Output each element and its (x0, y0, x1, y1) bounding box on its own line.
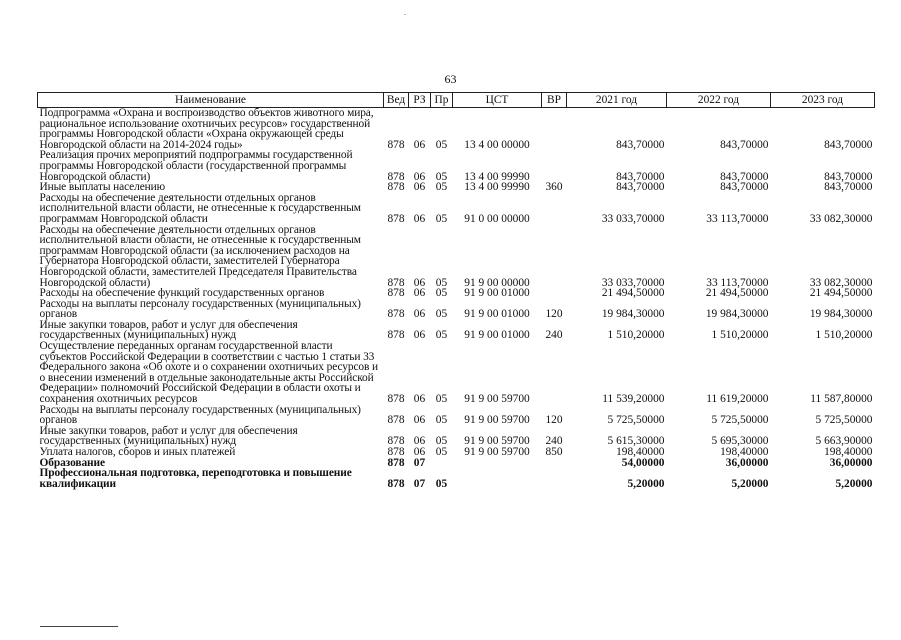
header-name: Наименование (38, 93, 384, 108)
cell-2023: 1 510,20000 (815, 329, 873, 342)
cell-pr: 05 (435, 329, 448, 342)
cell-ved: 878 (387, 308, 405, 321)
table-row (38, 193, 875, 225)
cell-ved: 878 (387, 276, 405, 289)
cell-2021: 21 494,50000 (601, 287, 665, 300)
cell-name: Расходы на обеспечение деятельности отдельных органов исполнительной власти области, не отнесенные к государственным программам Новгородской области (39, 191, 361, 225)
cell-vr (542, 458, 567, 469)
scan-speck (404, 14, 406, 15)
cell-pr: 05 (435, 308, 448, 321)
cell-ved: 878 (387, 393, 405, 406)
cell-cst (453, 468, 542, 489)
cell-2022: 36,00000 (725, 456, 769, 469)
cell-2022: 33 113,70000 (706, 276, 769, 289)
cell-name: Расходы на обеспечение деятельности отдельных органов исполнительной власти области, не отнесенные к государственным программам Новгородской области (за исключением расходов на Губернатора Новгородской области, заместителей Губернатора Новгородской области, заместителей Председателя Правительства Новгородской области) (39, 223, 361, 289)
cell-cst: 91 9 00 01000 (464, 329, 530, 342)
header-cst: ЦСТ (453, 93, 542, 108)
cell-2021: 5 615,30000 (607, 435, 665, 448)
cell-name: Расходы на выплаты персоналу государственных (муниципальных) органов (39, 297, 361, 321)
cell-2021: 843,70000 (616, 181, 665, 194)
cell-ved: 878 (387, 287, 405, 300)
cell-vr (542, 150, 567, 182)
cell-2021: 843,70000 (616, 170, 665, 183)
cell-2022: 198,40000 (720, 446, 769, 458)
cell-vr (542, 225, 567, 289)
cell-ved: 878 (387, 181, 405, 194)
cell-2023: 5 725,50000 (815, 414, 873, 427)
header-2023: 2023 год (771, 93, 875, 108)
cell-pr: 05 (435, 446, 448, 458)
cell-rz: 06 (413, 446, 426, 458)
cell-name: Иные выплаты населению (39, 181, 166, 194)
cell-2022: 33 113,70000 (706, 212, 769, 225)
cell-cst: 13 4 00 00000 (464, 138, 530, 151)
cell-rz: 07 (413, 477, 426, 490)
header-vr: ВР (542, 93, 567, 108)
cell-2021: 198,40000 (616, 446, 665, 458)
cell-vr: 120 (545, 308, 563, 321)
cell-pr: 05 (435, 287, 448, 300)
table-row (38, 299, 875, 320)
cell-2021: 5 725,50000 (607, 414, 665, 427)
table-row (38, 320, 875, 341)
cell-pr: 05 (435, 212, 448, 225)
cell-vr (542, 288, 567, 299)
cell-ved: 878 (387, 477, 405, 490)
cell-2022: 843,70000 (720, 138, 769, 151)
header-2021: 2021 год (567, 93, 667, 108)
cell-2022: 843,70000 (720, 181, 769, 194)
cell-rz: 06 (413, 181, 426, 194)
cell-2021: 54,00000 (621, 456, 665, 469)
cell-name: Расходы на обеспечение функций государственных органов (39, 287, 325, 300)
cell-name: Расходы на выплаты персоналу государственных (муниципальных) органов (39, 403, 361, 427)
cell-2022: 1 510,20000 (711, 329, 769, 342)
cell-2022: 21 494,50000 (705, 287, 769, 300)
header-rz: РЗ (409, 93, 431, 108)
cell-name: Иные закупки товаров, работ и услуг для обеспечения государственных (муниципальных) нужд (39, 318, 298, 342)
cell-2021: 11 539,20000 (602, 393, 665, 406)
cell-pr: 05 (435, 414, 448, 427)
cell-2023: 33 082,30000 (809, 212, 873, 225)
cell-pr: 05 (435, 170, 448, 183)
cell-name: Подпрограмма «Охрана и воспроизводство объектов животного мира, рациональное использование охотничьих ресурсов» государственной программы Новгородской области «Охрана окружающей среды Новгородской области на 2014-2024 годы» (39, 107, 374, 151)
table-body (38, 108, 875, 490)
cell-cst: 91 0 00 00000 (464, 212, 530, 225)
table-header-row (38, 93, 875, 108)
cell-ved: 878 (387, 138, 405, 151)
cell-name: Профессиональная подготовка, переподготовка и повышение квалификации (39, 467, 352, 490)
cell-vr: 850 (545, 446, 563, 458)
cell-vr (542, 108, 567, 151)
cell-cst: 13 4 00 99990 (464, 170, 530, 183)
cell-vr (542, 468, 567, 489)
cell-pr: 05 (435, 477, 448, 490)
budget-table (37, 92, 875, 489)
cell-rz: 06 (413, 212, 426, 225)
cell-pr: 05 (435, 435, 448, 448)
cell-cst: 13 4 00 99990 (464, 181, 530, 194)
cell-vr: 120 (545, 414, 563, 427)
cell-vr (542, 193, 567, 225)
cell-rz: 06 (413, 170, 426, 183)
cell-cst: 91 9 00 59700 (464, 446, 530, 458)
cell-ved: 878 (387, 456, 405, 469)
cell-cst: 91 9 00 01000 (464, 287, 530, 300)
table-row (38, 341, 875, 405)
cell-pr: 05 (435, 393, 448, 406)
table-row (38, 150, 875, 182)
cell-2022: 11 619,20000 (706, 393, 769, 406)
cell-pr: 05 (435, 138, 448, 151)
cell-2022: 5 725,50000 (711, 414, 769, 427)
cell-rz: 06 (413, 393, 426, 406)
table-row (38, 225, 875, 289)
cell-cst: 91 9 00 00000 (464, 276, 530, 289)
cell-2021: 843,70000 (616, 138, 665, 151)
table-row (38, 468, 875, 489)
cell-2023: 36,00000 (829, 456, 873, 469)
cell-2021: 19 984,30000 (601, 308, 665, 321)
cell-ved: 878 (387, 329, 405, 342)
cell-rz: 06 (413, 276, 426, 289)
table-row (38, 405, 875, 426)
cell-2023: 21 494,50000 (809, 287, 873, 300)
cell-rz: 06 (413, 287, 426, 300)
cell-2022: 5 695,30000 (711, 435, 769, 448)
cell-cst: 91 9 00 59700 (464, 435, 530, 448)
cell-2022: 843,70000 (720, 170, 769, 183)
cell-rz: 06 (413, 138, 426, 151)
cell-rz: 06 (413, 414, 426, 427)
cell-name: Реализация прочих мероприятий подпрограммы государственной программы Новгородской области (государственной программы Новгородской области) (39, 149, 353, 183)
cell-ved: 878 (387, 170, 405, 183)
cell-2023: 5 663,90000 (815, 435, 873, 448)
cell-2023: 33 082,30000 (809, 276, 873, 289)
table-row (38, 426, 875, 447)
cell-pr: 05 (435, 276, 448, 289)
cell-pr: 05 (435, 181, 448, 194)
cell-2023: 198,40000 (824, 446, 873, 458)
table-row (38, 108, 875, 151)
cell-2022: 19 984,30000 (705, 308, 769, 321)
cell-2021: 5,20000 (627, 477, 665, 490)
cell-rz: 06 (413, 308, 426, 321)
cell-rz: 07 (413, 456, 426, 469)
cell-name: Уплата налогов, сборов и иных платежей (39, 446, 236, 458)
page-number: 63 (444, 72, 457, 86)
cell-ved: 878 (387, 212, 405, 225)
cell-vr: 240 (545, 435, 563, 448)
cell-2021: 33 033,70000 (601, 276, 665, 289)
cell-rz: 06 (413, 329, 426, 342)
cell-rz: 06 (413, 435, 426, 448)
cell-ved: 878 (387, 435, 405, 448)
cell-2022: 5,20000 (731, 477, 769, 490)
cell-2023: 11 587,80000 (810, 393, 873, 406)
cell-cst: 91 9 00 59700 (464, 414, 530, 427)
cell-pr (431, 458, 453, 469)
cell-name: Образование (39, 456, 105, 469)
cell-2021: 1 510,20000 (607, 329, 665, 342)
cell-ved: 878 (387, 414, 405, 427)
cell-2023: 843,70000 (824, 181, 873, 194)
cell-cst: 91 9 00 01000 (464, 308, 530, 321)
header-ved: Вед (384, 93, 409, 108)
cell-vr: 240 (545, 329, 563, 342)
cell-ved: 878 (387, 446, 405, 458)
header-pr: Пр (431, 93, 453, 108)
footer-rule (40, 626, 118, 627)
cell-2023: 19 984,30000 (809, 308, 873, 321)
cell-2023: 843,70000 (824, 138, 873, 151)
cell-cst (453, 458, 542, 469)
cell-vr (542, 341, 567, 405)
cell-2023: 5,20000 (835, 477, 873, 490)
cell-vr: 360 (545, 181, 563, 194)
table-row (38, 447, 875, 458)
cell-2023: 843,70000 (824, 170, 873, 183)
header-2022: 2022 год (667, 93, 771, 108)
cell-name: Иные закупки товаров, работ и услуг для обеспечения государственных (муниципальных) нужд (39, 424, 298, 448)
cell-2021: 33 033,70000 (601, 212, 665, 225)
cell-cst: 91 9 00 59700 (464, 393, 530, 406)
cell-name: Осуществление переданных органам государственной власти субъектов Российской Федерации в соответствии с частью 1 статьи 33 Федерального закона «Об охоте и о сохранении охотничьих ресурсов и о внесении изменений в отдельные законодательные акты Российской Федерации» полномочий Российской Федерации в области охоты и сохранения охотничьих ресурсов (39, 340, 379, 406)
